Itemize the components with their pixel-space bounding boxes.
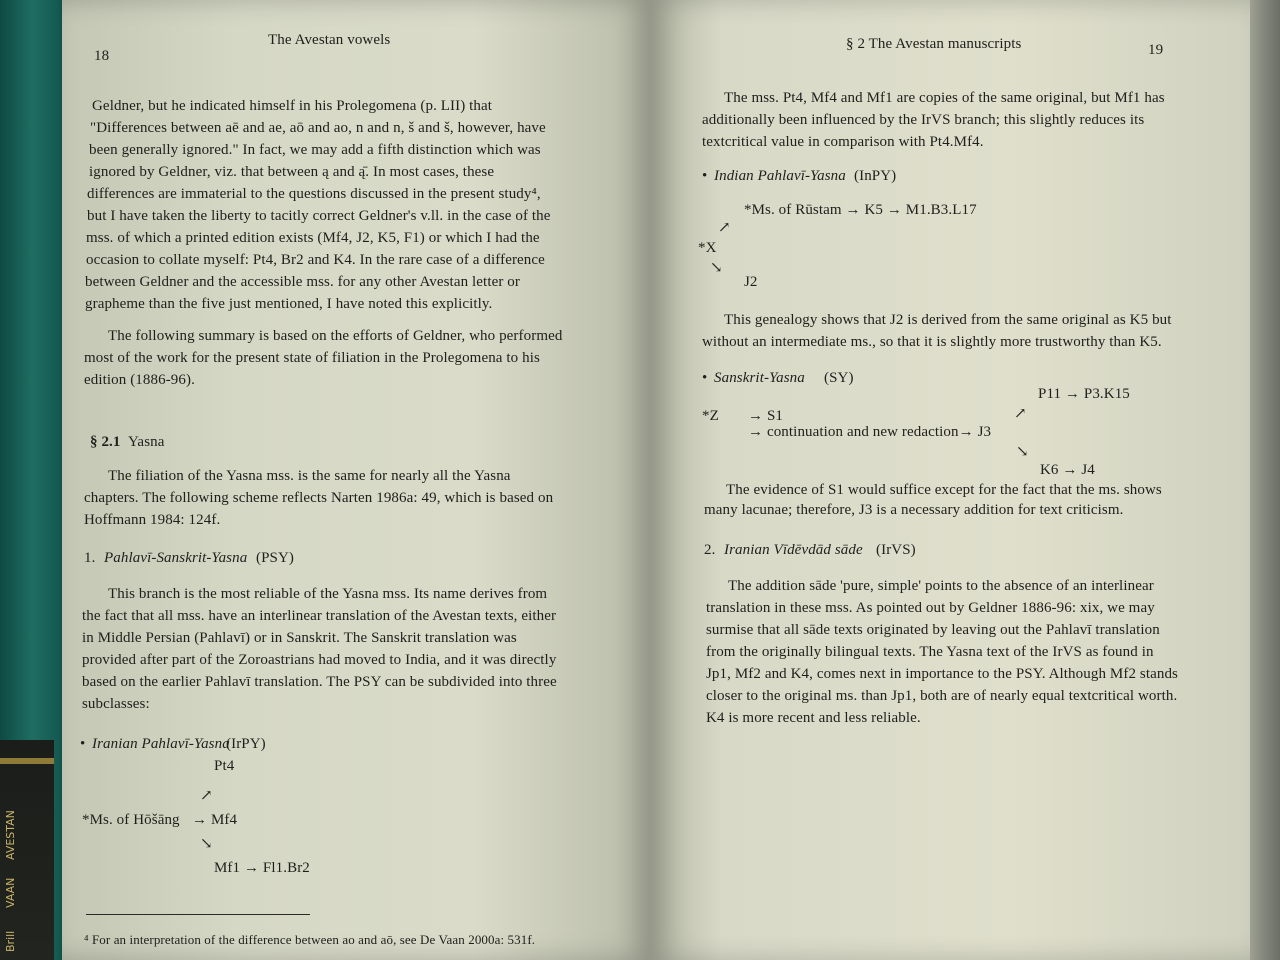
text-line: Jp1, Mf2 and K4, comes next in importance to the PSY. Although Mf2 stands (706, 666, 1178, 682)
arrow-up-right-icon: ↗ (1014, 406, 1027, 422)
bullet-abbr: (InPY) (854, 168, 897, 184)
stemma-node: J2 (744, 274, 758, 290)
stemma-node: K6 → J4 (1040, 462, 1095, 478)
stemma-origin: *Z (702, 408, 719, 424)
subsection-abbr: (PSY) (256, 550, 295, 566)
arrow-down-right-icon: ↘ (200, 836, 213, 852)
bullet-title: Iranian Pahlavī-Yasna (92, 736, 230, 752)
text-line: been generally ignored." In fact, we may add a fifth distinction which was (89, 142, 541, 158)
text-line: The filiation of the Yasna mss. is the same for nearly all the Yasna (108, 468, 511, 484)
text-line: The mss. Pt4, Mf4 and Mf1 are copies of the same original, but Mf1 has (724, 90, 1165, 106)
spine-text: AVESTAN (4, 810, 17, 860)
text-line: translation in these mss. As pointed out by Geldner 1886-96: xix, we may (706, 600, 1155, 616)
section-title: Yasna (128, 434, 165, 450)
text-line: in Middle Persian (Pahlavī) or in Sanskrit. The Sanskrit translation was (82, 630, 517, 646)
bullet-title: Indian Pahlavī-Yasna (714, 168, 846, 184)
right-page (650, 0, 1250, 960)
text-line: many lacunae; therefore, J3 is a necessary addition for text criticism. (704, 502, 1124, 518)
spine-label-band (0, 740, 54, 960)
spine-gold-rule (0, 758, 54, 764)
text-line: additionally been influenced by the IrVS branch; this slightly reduces its (702, 112, 1145, 128)
stemma-node: → S1 (748, 408, 783, 424)
arrow-down-right-icon: ↘ (1016, 444, 1029, 460)
text-line: "Differences between aē and ae, aō and ao, n and n, š and š, however, have (90, 120, 546, 136)
text-line: from the originally bilingual texts. The Yasna text of the IrVS as found in (706, 644, 1154, 660)
text-line: This branch is the most reliable of the Yasna mss. Its name derives from (108, 586, 548, 602)
text-line: The following summary is based on the efforts of Geldner, who performed (108, 328, 563, 344)
bullet-abbr: (IrPY) (226, 736, 266, 752)
subsection-number: 2. (704, 542, 716, 558)
arrow-up-right-icon: ↗ (718, 220, 731, 236)
text-line: most of the work for the present state of filiation in the Prolegomena to his (84, 350, 540, 366)
spine-text: Brill (4, 930, 17, 952)
running-head: The Avestan vowels (268, 32, 391, 48)
text-line: ignored by Geldner, viz. that between ą and ą̄. In most cases, these (89, 164, 495, 180)
stemma-node: → continuation and new redaction→ J3 (748, 424, 992, 440)
text-line: based on the earlier Pahlavī translation. The PSY can be subdivided into three (82, 674, 557, 690)
text-line: subclasses: (82, 696, 150, 712)
left-page (62, 0, 650, 960)
running-head: § 2 The Avestan manuscripts (846, 36, 1022, 52)
stemma-origin: *Ms. of Hōšāng (82, 812, 180, 828)
text-line: edition (1886-96). (84, 372, 195, 388)
section-number: § 2.1 (90, 434, 121, 450)
text-line: between Geldner and the accessible mss. for any other Avestan letter or (85, 274, 520, 290)
footnote-rule (86, 914, 310, 915)
bullet-title: Sanskrit-Yasna (714, 370, 805, 386)
stemma-node: Pt4 (214, 758, 235, 774)
text-line: occasion to collate myself: Pt4, Br2 and K4. In the rare case of a difference (86, 252, 545, 268)
page-number: 19 (1148, 42, 1164, 58)
text-line: This genealogy shows that J2 is derived from the same original as K5 but (724, 312, 1172, 328)
text-line: but I have taken the liberty to tacitly correct Geldner's v.ll. in the case of the (87, 208, 551, 224)
stemma-node: *Ms. of Rūstam → K5 → M1.B3.L17 (744, 202, 977, 218)
text-line: the fact that all mss. have an interlinear translation of the Avestan texts, either (82, 608, 557, 624)
stemma-node: P11 → P3.K15 (1038, 386, 1130, 402)
text-line: surmise that all sāde texts originated by leaving out the Pahlavī translation (706, 622, 1160, 638)
bullet-icon: • (702, 168, 708, 184)
text-line: Geldner, but he indicated himself in his Prolegomena (p. LII) that (92, 98, 493, 114)
text-line: grapheme than the five just mentioned, I have noted this explicitly. (85, 296, 493, 312)
page-edge-stack (1250, 0, 1280, 960)
subsection-number: 1. (84, 550, 96, 566)
bullet-icon: • (80, 736, 86, 752)
text-line: textcritical value in comparison with Pt4.Mf4. (702, 134, 984, 150)
text-line: Hoffmann 1984: 124f. (84, 512, 221, 528)
text-line: differences are immaterial to the questions discussed in the present study⁴, (87, 186, 541, 202)
text-line: The evidence of S1 would suffice except for the fact that the ms. shows (726, 482, 1162, 498)
text-line: mss. of which a printed edition exists (Mf4, J2, K5, F1) or which I had the (86, 230, 540, 246)
bullet-icon: • (702, 370, 708, 386)
bullet-abbr: (SY) (824, 370, 854, 386)
text-line: closer to the original ms. than Jp1, both are of nearly equal textcritical worth. (706, 688, 1178, 704)
stemma-node: Mf1 → Fl1.Br2 (214, 860, 310, 876)
text-line: K4 is more recent and less reliable. (706, 710, 921, 726)
subsection-abbr: (IrVS) (876, 542, 916, 558)
stemma-origin: *X (698, 240, 717, 256)
arrow-up-right-icon: ↗ (200, 788, 213, 804)
text-line: chapters. The following scheme reflects Narten 1986a: 49, which is based on (84, 490, 554, 506)
footnote: ⁴ For an interpretation of the difference between ao and aō, see De Vaan 2000a: 531f. (84, 932, 536, 947)
text-line: The addition sāde 'pure, simple' points to the absence of an interlinear (728, 578, 1154, 594)
spine-text: VAAN (4, 877, 17, 908)
page-number: 18 (94, 48, 110, 64)
text-line: provided after part of the Zoroastrians had moved to India, and it was directly (82, 652, 557, 668)
text-line: without an intermediate ms., so that it is slightly more trustworthy than K5. (702, 334, 1162, 350)
subsection-title: Iranian Vīdēvdād sāde (724, 542, 863, 558)
stemma-node: → Mf4 (192, 812, 238, 828)
arrow-down-right-icon: ↘ (710, 260, 723, 276)
subsection-title: Pahlavī-Sanskrit-Yasna (104, 550, 248, 566)
